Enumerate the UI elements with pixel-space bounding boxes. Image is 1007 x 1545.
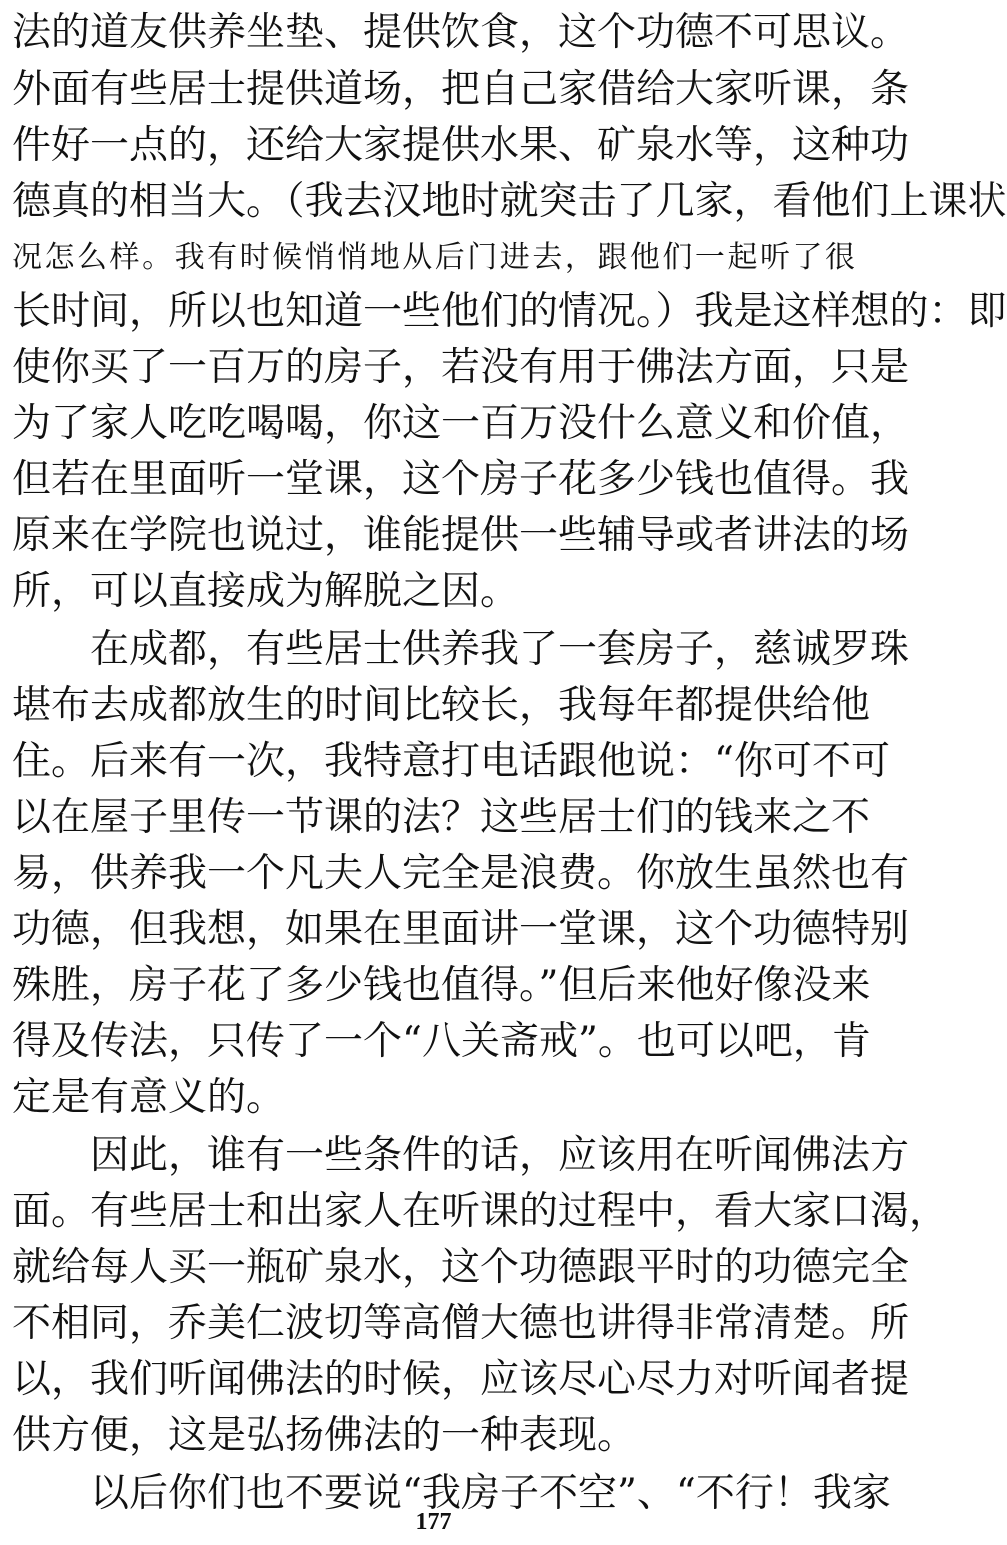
text-line: 功德，但我想，如果在里面讲一堂课，这个功德特别 [12,907,910,952]
text-line: 以后你们也不要说“我房子不空”、“不行！我家 [90,1471,891,1516]
text-line: 定是有意义的。 [12,1075,286,1120]
text-line: 使你买了一百万的房子，若没有用于佛法方面，只是 [12,345,910,390]
text-line: 德真的相当大。（我去汉地时就突击了几家，看他们上课状 [12,179,1007,224]
text-line: 以，我们听闻佛法的时候，应该尽心尽力对听闻者提 [12,1357,910,1402]
text-line: 殊胜，房子花了多少钱也值得。”但后来他好像没来 [12,963,871,1008]
text-line: 所，可以直接成为解脱之因。 [12,569,520,614]
text-line: 在成都，有些居士供养我了一套房子，慈诚罗珠 [90,627,910,672]
text-line: 为了家人吃吃喝喝，你这一百万没什么意义和价值， [12,401,910,446]
text-line: 但若在里面听一堂课，这个房子花多少钱也值得。我 [12,457,910,502]
text-line: 件好一点的，还给大家提供水果、矿泉水等，这种功 [12,123,910,168]
text-line: 况怎么样。我有时候悄悄地从后门进去，跟他们一起听了很 [12,240,855,275]
text-line: 堪布去成都放生的时间比较长，我每年都提供给他 [12,683,871,728]
text-line: 外面有些居士提供道场，把自己家借给大家听课，条 [12,67,910,112]
text-line: 以在屋子里传一节课的法？这些居士们的钱来之不 [12,795,871,840]
text-line: 不相同，乔美仁波切等高僧大德也讲得非常清楚。所 [12,1301,910,1346]
text-line: 因此，谁有一些条件的话，应该用在听闻佛法方 [90,1133,910,1178]
text-line: 面。有些居士和出家人在听课的过程中，看大家口渴， [12,1189,949,1234]
text-line: 易，供养我一个凡夫人完全是浪费。你放生虽然也有 [12,851,910,896]
page-number: 177 [415,1509,452,1535]
text-line: 供方便，这是弘扬佛法的一种表现。 [12,1413,637,1458]
text-line: 法的道友供养坐垫、提供饮食，这个功德不可思议。 [12,10,910,55]
text-line: 就给每人买一瓶矿泉水，这个功德跟平时的功德完全 [12,1245,910,1290]
text-line: 得及传法，只传了一个“八关斋戒”。也可以吧，肯 [12,1019,871,1064]
text-line: 长时间，所以也知道一些他们的情况。）我是这样想的：即 [12,289,1007,334]
text-line: 住。后来有一次，我特意打电话跟他说：“你可不可 [12,739,890,784]
text-line: 原来在学院也说过，谁能提供一些辅导或者讲法的场 [12,513,910,558]
